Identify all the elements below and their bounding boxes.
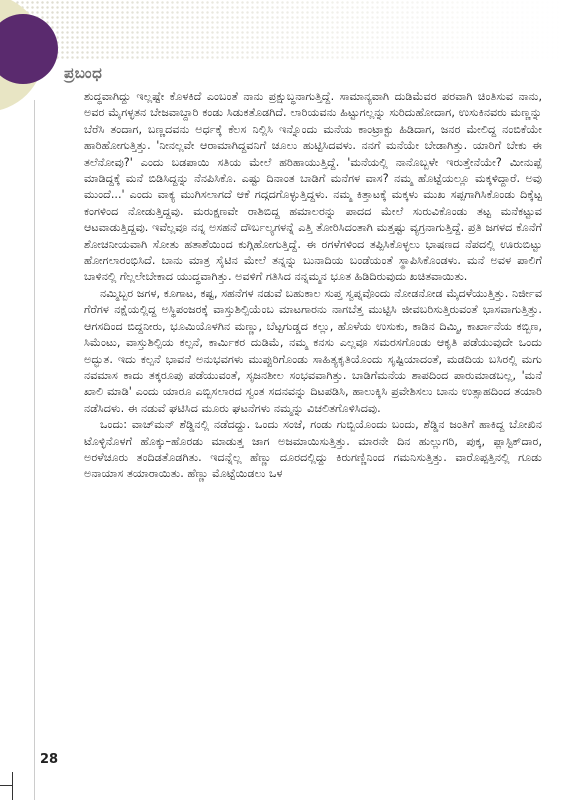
paragraph-1: ಶುದ್ಧವಾಗಿದ್ದು ಇಲ್ಲಷ್ಟೇ ಕೊಳಕಿದೆ ಎಂಬಂತೆ ನಾನು ಪ್ರಕ್ಷುಬ್ಧನಾಗುತ್ತಿದ್ದೆ. ಸಾಮಾನ್ಯವಾಗಿ ದುಡಿಮೆವರ ಪರವಾಗಿ ಚಿಂತಿಸುವ ನಾನು, ಅವರ ಮೈಗಳ್ಳತನ ಬೇಜವಾಬ್ದಾರಿ ಕಂಡು ಸಿಡುಕತೊಡಗಿದೆ. ಲಾರಿಯವನು ಹಿಟ್ಟುಗಲ್ಲನ್ನು ಸುರಿದುಹೋದಾಗ, ಉಸುಕಿನವರು ಮಣ್ಣನ್ನು ಬೆರೆಸಿ ತಂದಾಗ, ಬಣ್ಣದವನು ಅರ್ಧಕ್ಕೆ ಕೆಲಸ ನಿಲ್ಲಿಸಿ ಇನ್ನೊಂದು ಮನೆಯ ಕಾಂಟ್ರಾಕ್ಟು ಹಿಡಿದಾಗ, ಜನರ ಮೇಲಿದ್ದ ನಂಬಿಕೆಯೇ ಹಾರಿಹೋಗುತ್ತಿತ್ತು. 'ನೀನಲ್ಲವೇ ಆರಾಮಾಗಿದ್ದವನಿಗೆ ಚೂಲು ಹುಟ್ಟಿಸಿದವಳು. ನನಗೆ ಮನೆಯೇ ಬೇಡಾಗಿತ್ತು. ಯಾರಿಗೆ ಬೇಕು ಈ ತಲೆನೋವು?' ಎಂದು ಬಡಪಾಯಿ ಸತಿಯ ಮೇಲೆ ಹರಿಹಾಯುತ್ತಿದ್ದೆ. 'ಮನೆಯಲ್ಲಿ ನಾನೊಬ್ಬಳೇ ಇರುತ್ತೇನೆಯೇ? ಮೀನುಪ್ಪೆ ಮಾಡಿದ್ದಕ್ಕೆ ಮನೆ ಬಿಡಿಸಿದ್ದನ್ನು ನೆನಪಿಸಿಕೊ. ಎಷ್ಟು ದಿನಾಂತ ಬಾಡಿಗೆ ಮನೆಗಳ ವಾಸ? ನಮ್ಮ ಹೊಟ್ಟೆಯಲ್ಲೂ ಮಕ್ಕಳಿದ್ದಾರೆ. ಅವು ಮುಂದೆ...' ಎಂದು ವಾಕ್ಯ ಮುಗಿಸಲಾಗದೆ ಆಕೆ ಗದ್ಗದಗೊಳ್ಳುತ್ತಿದ್ದಳು. ನಮ್ಮ ಕಿತ್ತಾಟಕ್ಕೆ ಮಕ್ಕಳು ಮುಖ ಸಪ್ಪಗಾಗಿಸಿಕೊಂಡು ದಿಕ್ಕೆಟ್ಟ ಕಂಗಳಿಂದ ನೋಡುತ್ತಿದ್ದವು. ಮರುಕ್ಷಣವೇ ರಾಶಿಬಿದ್ದ ಹಮಾಲರನ್ನು ಪಾದದ ಮೇಲೆ ಸುರುವಿಕೊಂಡು ತಟ್ಟ ಮನೆಕಟ್ಟುವ ಆಟವಾಡುತ್ತಿದ್ದವು. ಇವೆಲ್ಲವೂ ನನ್ನ ಅಸಹನೆ ದೌರ್ಬಲ್ಯಗಳನ್ನೆ ಎತ್ತಿ ತೋರಿಸಿದಂತಾಗಿ ಮತ್ತಷ್ಟು ವ್ಯಗ್ರನಾಗುತ್ತಿದ್ದೆ. ಪ್ರತಿ ಜಗಳದ ಕೊನೆಗೆ ಶೋಚನೀಯವಾಗಿ ಸೋತು ಹತಾಶೆಯಿಂದ ಕುಗ್ಗಿಹೋಗುತ್ತಿದ್ದೆ. ಈ ರಗಳೆಗಳಿಂದ ತಪ್ಪಿಸಿಕೊಳ್ಳಲು ಭಾಷಣದ ನೆಪದಲ್ಲಿ ಊರುಬಿಟ್ಟು ಹೋಗಲಾರಂಭಿಸಿದೆ. ಬಾನು ಮಾತ್ರ ಸೈಟಿನ ಮೇಲೆ ತನ್ನನ್ನು ಬುನಾದಿಯ ಬಂಡೆಯಂತೆ ಸ್ಥಾಪಿಸಿಕೊಂಡಳು. ಮನೆ ಅವಳ ಪಾಲಿಗೆ ಬಾಳಿನಲ್ಲಿ ಗೆಲ್ಲಲೇಬೇಕಾದ ಯುದ್ಧವಾಗಿತ್ತು. ಅವಳಿಗೆ ಗತಿಸಿದ ನನ್ನಮ್ಮನ ಭೂತ ಹಿಡಿದಿರುವುದು ಖಚಿತವಾಯಿತು. — [84, 90, 542, 284]
paragraph-2: ನಮ್ಮಿಬ್ಬರ ಜಗಳ, ಕೂಗಾಟ, ಕಷ್ಟ, ಸಹನೆಗಳ ನಡುವೆ ಬಹುಕಾಲ ಸುಪ್ತ ಸ್ವಪ್ನವೊಂದು ನೋಡನೋಡ ಮೈದಳೆಯುತ್ತಿತ್ತು. ನಿರ್ಜೀವ ಗೆರೆಗಳ ನಕ್ಷೆಯಲ್ಲಿದ್ದ ಅಸ್ಥಿಪಂಜರಕ್ಕೆ ವಾಸ್ತುಶಿಲ್ಪಿಯೆಂಬ ಮಾಟಗಾರನು ನಾಗಬೆತ್ತ ಮುಟ್ಟಿಸಿ ಜೀವಬರಿಸುತ್ತಿರುವಂತೆ ಭಾಸವಾಗುತ್ತಿತ್ತು. ಆಗಸದಿಂದ ಬಿದ್ದನೀರು, ಭೂಮಿಯೊಳಗಿನ ಮಣ್ಣು, ಬೆಟ್ಟಗುಡ್ಡದ ಕಲ್ಲು, ಹೊಳೆಯ ಉಸುಕು, ಕಾಡಿನ ದಿಮ್ಮಿ, ಕಾರ್ಖಾನೆಯ ಕಬ್ಬಿಣ, ಸಿಮೆಂಟು, ವಾಸ್ತುಶಿಲ್ಪಿಯ ಕಲ್ಪನೆ, ಕಾರ್ಮಿಕರ ದುಡಿಮೆ, ನಮ್ಮ ಕನಸು ಎಲ್ಲವೂ ಸಮರಸಗೊಂಡು ಆಕೃತಿ ಪಡೆಯುವುದೇ ಒಂದು ಅದ್ಭುತ. ಇದು ಕಲ್ಪನೆ ಭಾವನೆ ಅನುಭವಗಳು ಮುಪ್ಪುರಿಗೊಂಡು ಸಾಹಿತ್ಯಕೃತಿಯೊಂದು ಸೃಷ್ಟಿಯಾದಂತೆ, ಮಡದಿಯ ಬಸಿರಲ್ಲಿ ಮಗು ನವಮಾಸ ಕಾದು ತಕ್ಕರೂಪು ಪಡೆಯುವಂತೆ, ಸೃಜನಶೀಲ ಸಂಭವವಾಗಿತ್ತು. ಬಾಡಿಗೆಮನೆಯ ಶಾಪದಿಂದ ಪಾರುಮಾಡಬಲ್ಲ, 'ಮನೆ ಖಾಲಿ ಮಾಡಿ' ಎಂದು ಯಾರೂ ಎಬ್ಬಿಸಲಾರದ ಸ್ವಂತ ಸದನವನ್ನು ದಿಟಪಡಿಸಿ, ಹಾಲುಕ್ಕಿಸಿ ಪ್ರವೇಶಿಸಲು ಬಾನು ಉತ್ಸಾಹದಿಂದ ತಯಾರಿ ನಡೆಸಿದಳು. ಈ ನಡುವೆ ಘಟಿಸಿದ ಮೂರು ಘಟನೆಗಳು ನಮ್ಮನ್ನು ವಿಚಲಿತಗೊಳಿಸಿದವು. — [84, 286, 542, 415]
crop-mark-vertical — [12, 772, 13, 800]
section-title: ಪ್ರಬಂಧ — [64, 64, 103, 82]
dotted-pattern-decoration — [0, 0, 563, 60]
article-body — [84, 89, 542, 483]
margin-rule — [34, 100, 35, 800]
page-number: 28 — [40, 752, 59, 767]
paragraph-3: ಒಂದು: ವಾಚ್‌ಮನ್ ಶೆಡ್ಡಿನಲ್ಲಿ ನಡೆದದ್ದು. ಒಂದು ಸಂಜೆ, ಗಂಡು ಗುಬ್ಬಿಯೊಂದು ಬಂದು, ಶೆಡ್ಡಿನ ಜಂತಿಗೆ ಹಾಕಿದ್ದ ಬೋಖಿನ ಟೊಳ್ಳಿನೊಳಗೆ ಹೊಕ್ಕು–ಹೊರಡು ಮಾಡುತ್ತ ಜಾಗ ಅಜಮಾಯಿಸುತ್ತಿತ್ತು. ಮಾರನೇ ದಿನ ಹುಲ್ಲುಗರಿ, ಪುಕ್ಕ, ಪ್ಲಾಸ್ಟಿಕ್‌ದಾರ, ಅರಳೆಚೂರು ತಂದಿಡತೊಡಗಿತು. ಇದನ್ನೆಲ್ಲ ಹೆಣ್ಣು ದೂರದಲ್ಲಿದ್ದು ಕಿರುಗಣ್ಣಿನಿಂದ ಗಮನಿಸುತ್ತಿತ್ತು. ವಾರೊಪ್ಪತ್ತಿನಲ್ಲಿ ಗೂಡು ಅನಾಯಾಸ ತಯಾರಾಯಿತು. ಹೆಣ್ಣು ಮೊಟ್ಟೆಯಿಡಲು ಒಳ — [84, 418, 542, 481]
crop-mark-horizontal — [0, 785, 12, 786]
